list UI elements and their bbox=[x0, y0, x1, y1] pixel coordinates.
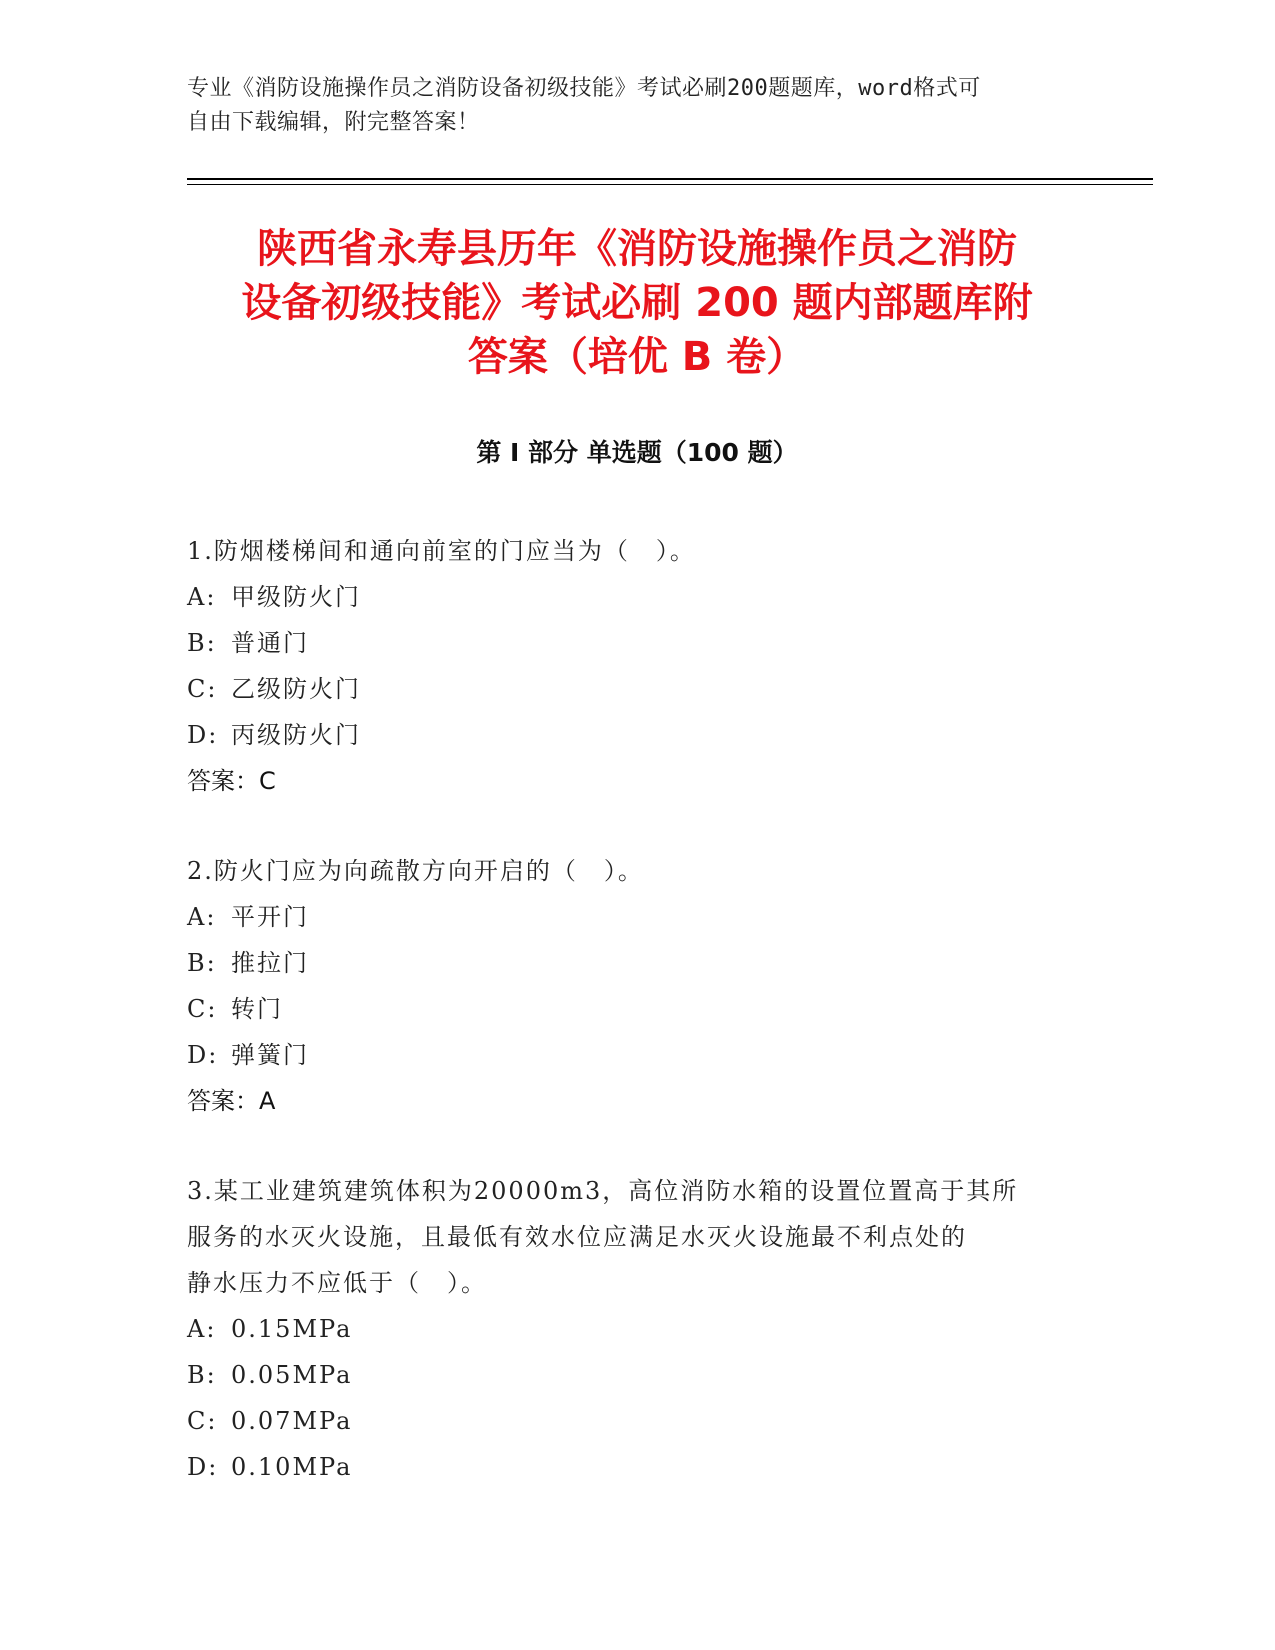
question-option bbox=[187, 574, 1087, 620]
title-line: 陕西省永寿县历年《消防设施操作员之消防 bbox=[257, 226, 1017, 272]
option-letter: C: bbox=[187, 1407, 218, 1435]
question-option bbox=[187, 620, 1087, 666]
question-item bbox=[187, 1168, 1087, 1490]
option-letter: B: bbox=[187, 949, 217, 977]
header-rule-thin bbox=[187, 184, 1153, 185]
question-option bbox=[187, 1444, 1087, 1490]
title-line: 设备初级技能》考试必刷 200 题内部题库附 bbox=[241, 280, 1033, 326]
question-option bbox=[187, 1306, 1087, 1352]
header-note-line: 专业《消防设施操作员之消防设备初级技能》考试必刷200题题库，word格式可 bbox=[187, 76, 981, 101]
question-option bbox=[187, 940, 1087, 986]
option-text: 0.15MPa bbox=[231, 1315, 353, 1343]
option-text: 乙级防火门 bbox=[231, 675, 361, 703]
option-letter: C: bbox=[187, 675, 218, 703]
header-rule-thick bbox=[187, 178, 1153, 180]
option-letter: B: bbox=[187, 1361, 217, 1389]
question-list bbox=[187, 528, 1087, 1534]
question-option bbox=[187, 986, 1087, 1032]
option-letter: C: bbox=[187, 995, 218, 1023]
option-letter: D: bbox=[187, 1041, 219, 1069]
question-option bbox=[187, 712, 1087, 758]
question-item bbox=[187, 528, 1087, 804]
question-stem-line: 3.某工业建筑建筑体积为20000m3，高位消防水箱的设置位置高于其所 bbox=[187, 1177, 1019, 1205]
option-text: 普通门 bbox=[231, 629, 309, 657]
header-note-line: 自由下载编辑，附完整答案！ bbox=[187, 110, 480, 135]
question-option bbox=[187, 894, 1087, 940]
question-stem-line: 静水压力不应低于（ ）。 bbox=[187, 1269, 487, 1297]
option-letter: B: bbox=[187, 629, 217, 657]
section-heading: 第 I 部分 单选题（100 题） bbox=[476, 438, 798, 467]
document-title bbox=[187, 222, 1087, 384]
question-option bbox=[187, 666, 1087, 712]
question-item bbox=[187, 848, 1087, 1124]
option-text: 0.10MPa bbox=[231, 1453, 353, 1481]
option-letter: A: bbox=[187, 583, 217, 611]
option-text: 0.05MPa bbox=[231, 1361, 353, 1389]
option-text: 弹簧门 bbox=[231, 1041, 309, 1069]
question-answer: 答案：A bbox=[187, 1087, 276, 1115]
question-stem: 1.防烟楼梯间和通向前室的门应当为（ ）。 bbox=[187, 537, 696, 565]
option-text: 丙级防火门 bbox=[231, 721, 361, 749]
option-text: 转门 bbox=[231, 995, 283, 1023]
title-line: 答案（培优 B 卷） bbox=[467, 334, 807, 380]
option-text: 平开门 bbox=[231, 903, 309, 931]
option-text: 甲级防火门 bbox=[231, 583, 361, 611]
question-stem: 2.防火门应为向疏散方向开启的（ ）。 bbox=[187, 857, 644, 885]
option-text: 0.07MPa bbox=[231, 1407, 353, 1435]
option-text: 推拉门 bbox=[231, 949, 309, 977]
question-stem-line: 服务的水灭火设施，且最低有效水位应满足水灭火设施最不利点处的 bbox=[187, 1223, 967, 1251]
option-letter: A: bbox=[187, 903, 217, 931]
option-letter: A: bbox=[187, 1315, 217, 1343]
question-option bbox=[187, 1398, 1087, 1444]
question-answer: 答案：C bbox=[187, 767, 276, 795]
question-option bbox=[187, 1352, 1087, 1398]
option-letter: D: bbox=[187, 1453, 219, 1481]
question-option bbox=[187, 1032, 1087, 1078]
header-note bbox=[187, 72, 1067, 140]
option-letter: D: bbox=[187, 721, 219, 749]
